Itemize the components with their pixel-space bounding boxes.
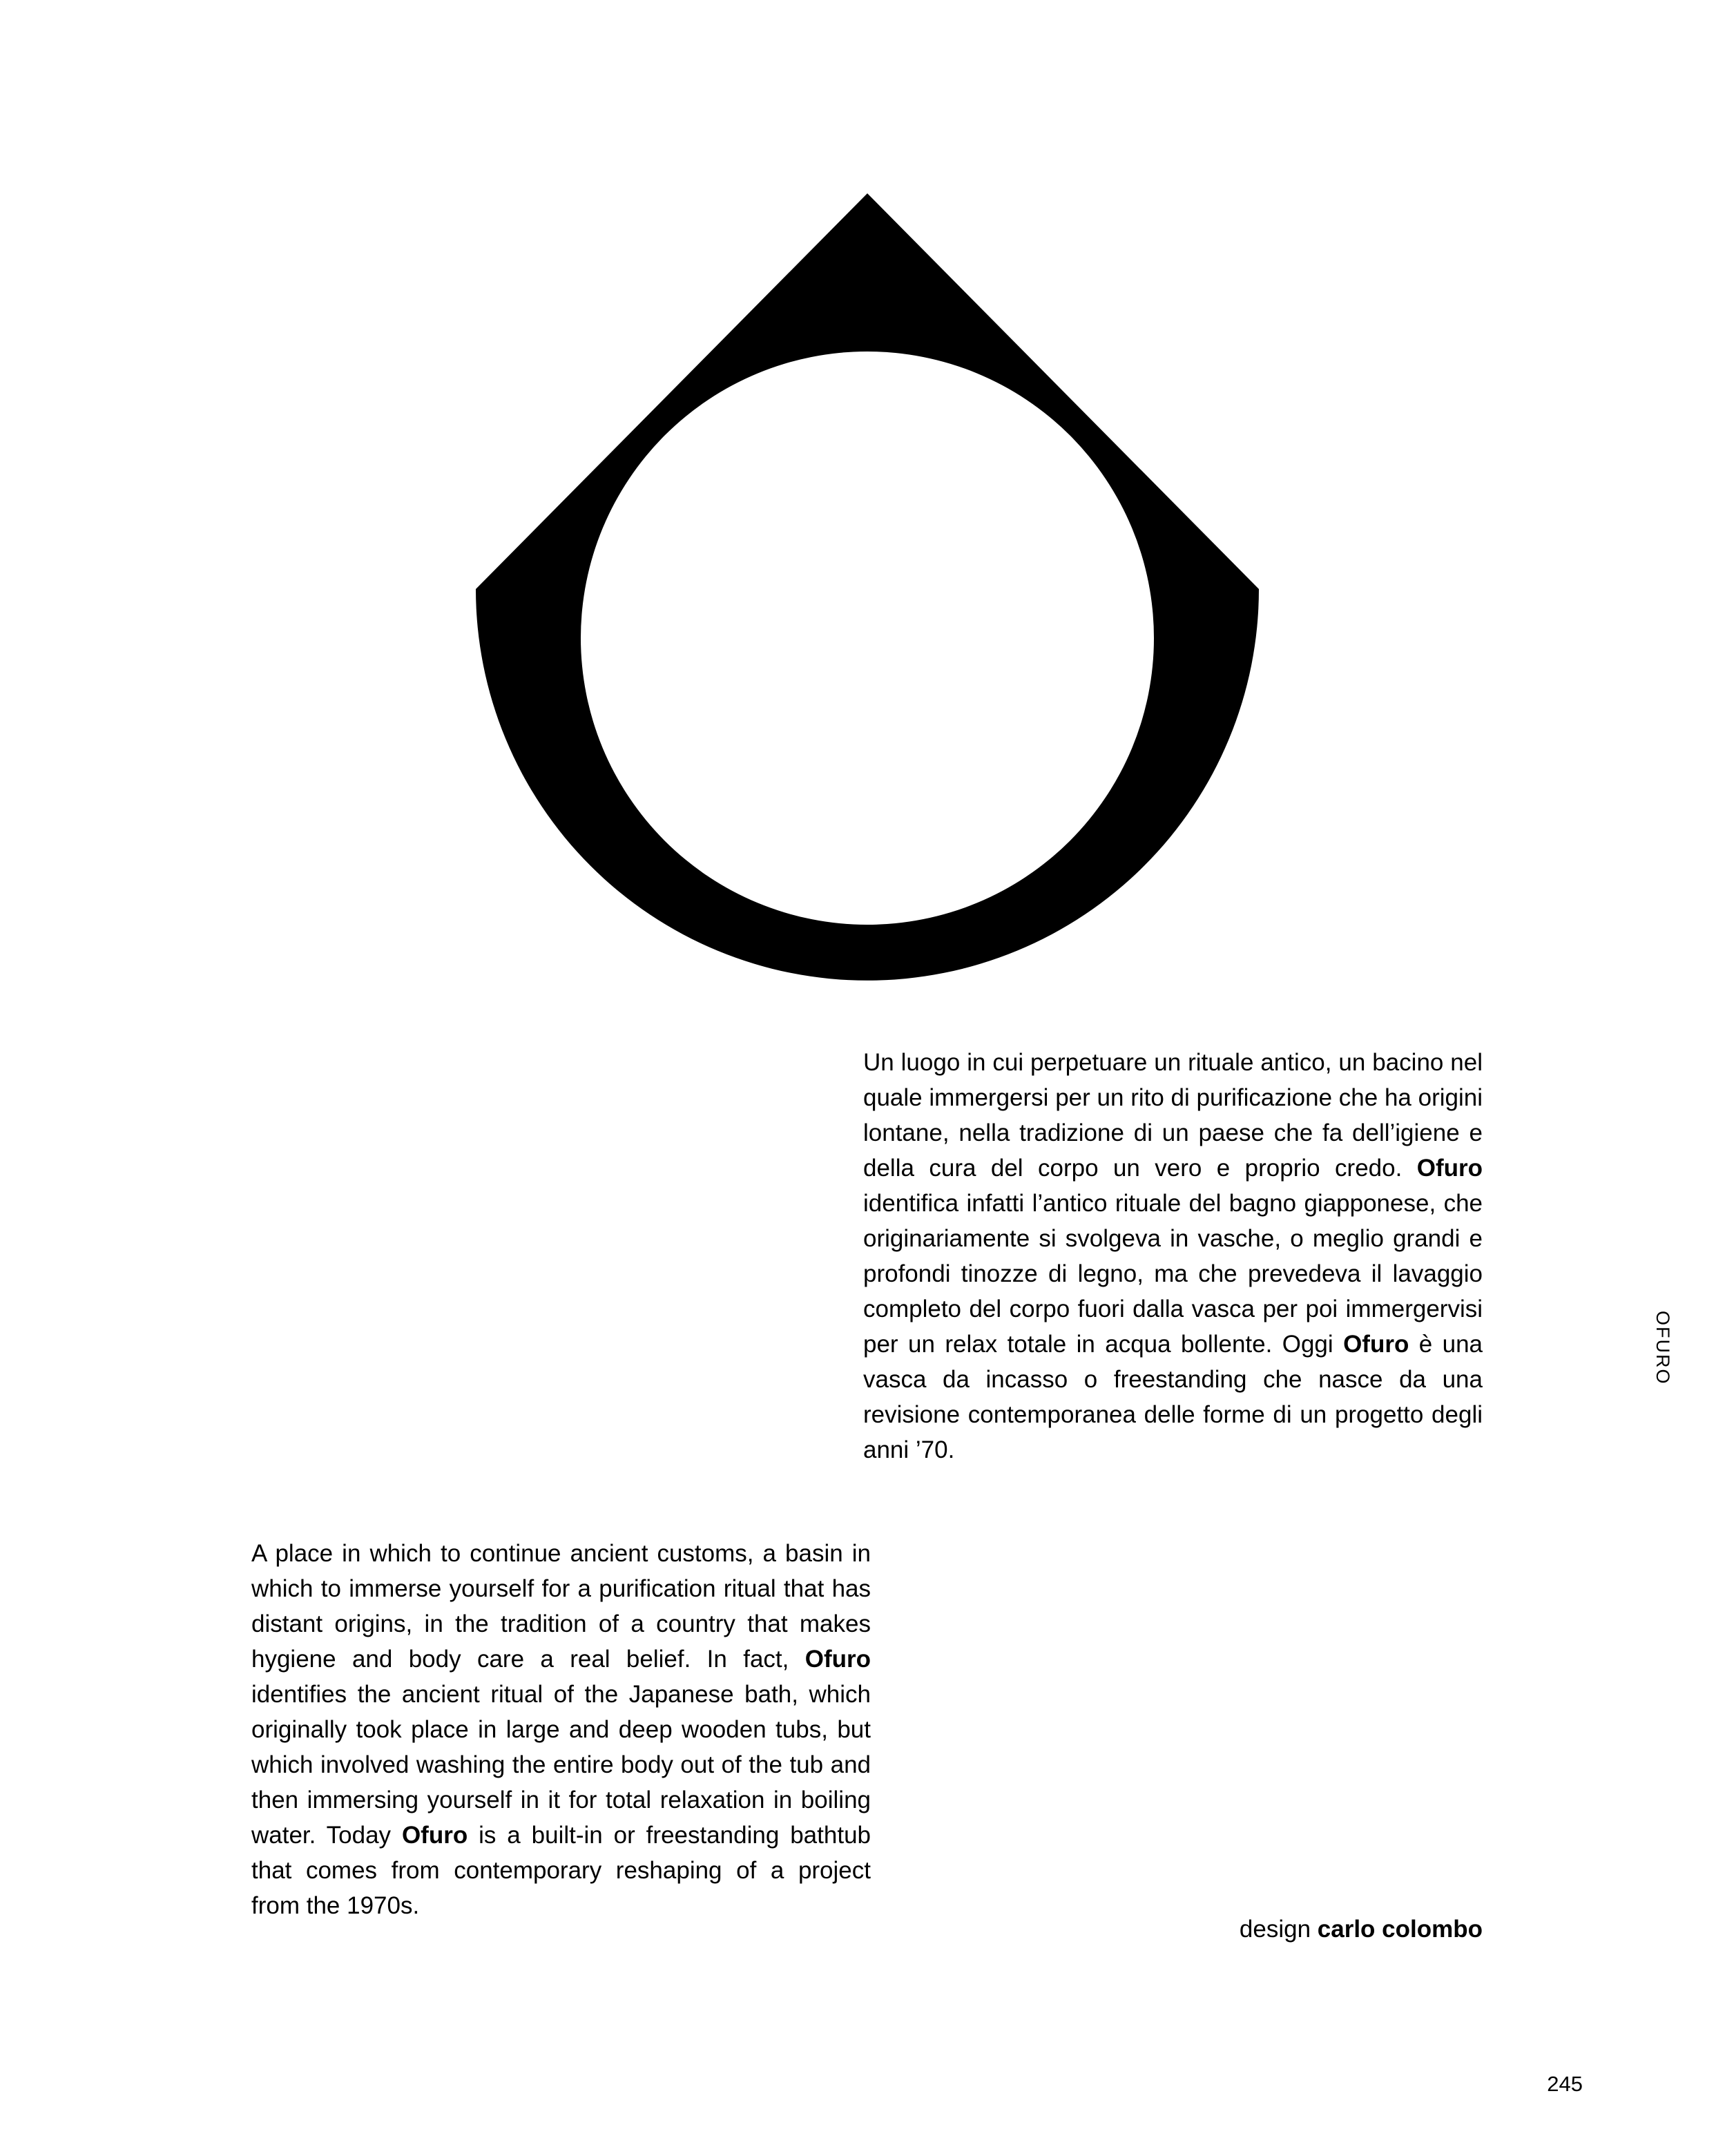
body-text: identifica infatti l’antico rituale del bagno giapponese, che originariamente si svolgeva in vasche, o meglio grandi e profondi tinozze di legno, ma che prevedeva il lavaggio completo del corpo fuori dalla vasca per poi immergervisi per un relax totale in acqua bollente. Oggi	[863, 1190, 1483, 1358]
product-name-bold: Ofuro	[1343, 1331, 1409, 1358]
product-name-bold: Ofuro	[1416, 1155, 1483, 1182]
ofuro-logo-icon	[475, 193, 1260, 981]
body-text: identifies the ancient ritual of the Japanese bath, which originally took place in large and deep wooden tubs, but which involved washing the entire body out of the tub and then immersing yourself in it for total relaxation in boiling water. Today	[251, 1681, 871, 1849]
product-name-bold: Ofuro	[804, 1646, 871, 1673]
page-number: 245	[1547, 2072, 1583, 2096]
side-label: OFURO	[1652, 1311, 1673, 1385]
italian-description	[863, 1045, 1483, 1467]
body-text: is a built-in or freestanding bathtub that comes from contemporary reshaping of a project from the 1970s.	[251, 1822, 871, 1919]
designer-name: carlo colombo	[1317, 1916, 1483, 1943]
body-text: A place in which to continue ancient customs, a basin in which to immerse yourself for a purification ritual that has distant origins, in the tradition of a country that makes hygiene and body care a real belief. In fact,	[251, 1540, 871, 1673]
body-text: è una vasca da incasso o freestanding che nasce da una revisione contemporanea delle forme di un progetto degli anni ’70.	[863, 1331, 1483, 1463]
body-text: Un luogo in cui perpetuare un rituale antico, un bacino nel quale immergersi per un rito di purificazione che ha origini lontane, nella tradizione di un paese che fa dell’igiene e della cura del corpo un vero e proprio credo.	[863, 1049, 1483, 1182]
design-credit-prefix: design	[1239, 1916, 1318, 1943]
english-description	[251, 1536, 871, 1923]
product-name-bold: Ofuro	[401, 1822, 468, 1849]
logo-circle-cutout	[581, 352, 1154, 925]
design-credit	[863, 1914, 1483, 1945]
